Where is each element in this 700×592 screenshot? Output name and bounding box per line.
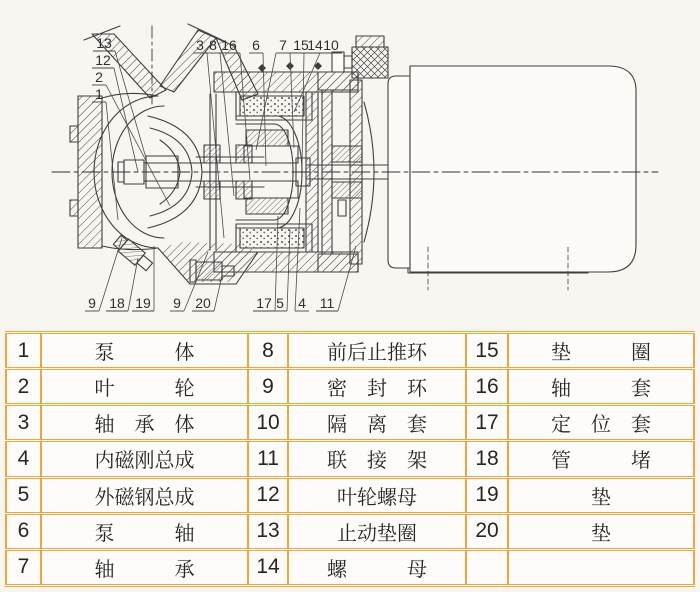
callout-label-13: 13 bbox=[96, 35, 112, 51]
callout-label-15: 15 bbox=[293, 37, 309, 53]
part-number-cell: 10 bbox=[248, 405, 288, 441]
callout-label-9: 9 bbox=[88, 295, 96, 311]
drain-plug bbox=[112, 234, 154, 273]
part-name-cell: 轴 承 bbox=[41, 549, 248, 585]
part-name-cell bbox=[508, 549, 694, 585]
part-number-cell bbox=[466, 549, 508, 585]
part-name-cell: 止动垫圈 bbox=[288, 513, 466, 549]
callout-label-7: 7 bbox=[279, 37, 287, 53]
part-name-cell: 螺 母 bbox=[288, 549, 466, 585]
callout-label-6: 6 bbox=[252, 37, 260, 53]
callout-label-12: 12 bbox=[95, 52, 111, 68]
part-number-cell: 7 bbox=[6, 549, 41, 585]
part-number-cell: 6 bbox=[6, 513, 41, 549]
table-row bbox=[6, 405, 694, 441]
part-number-cell: 11 bbox=[248, 441, 288, 477]
callout-leader-12 bbox=[114, 68, 138, 172]
part-name-cell: 定 位 套 bbox=[508, 405, 694, 441]
part-number-cell: 20 bbox=[466, 513, 508, 549]
part-name-cell: 垫 bbox=[508, 513, 694, 549]
part-name-cell: 内磁刚总成 bbox=[41, 441, 248, 477]
table-row bbox=[6, 369, 694, 405]
table-row bbox=[6, 549, 694, 585]
part-number-cell: 4 bbox=[6, 441, 41, 477]
part-number-cell: 16 bbox=[466, 369, 508, 405]
part-name-cell: 叶轮螺母 bbox=[288, 477, 466, 513]
part-number-cell: 3 bbox=[6, 405, 41, 441]
part-name-cell: 轴 套 bbox=[508, 369, 694, 405]
parts-table bbox=[5, 331, 695, 587]
callout-label-2: 2 bbox=[95, 69, 103, 85]
part-number-cell: 13 bbox=[248, 513, 288, 549]
table-row bbox=[6, 441, 694, 477]
part-name-cell: 泵 体 bbox=[41, 333, 248, 369]
callout-label-9: 9 bbox=[173, 295, 181, 311]
callout-label-20: 20 bbox=[195, 295, 211, 311]
part-name-cell: 密 封 环 bbox=[288, 369, 466, 405]
callout-leader-2 bbox=[106, 85, 170, 206]
part-name-cell: 外磁钢总成 bbox=[41, 477, 248, 513]
part-number-cell: 15 bbox=[466, 333, 508, 369]
motor bbox=[388, 66, 636, 290]
part-name-cell: 垫 bbox=[508, 477, 694, 513]
part-number-cell: 9 bbox=[248, 369, 288, 405]
table-row bbox=[6, 513, 694, 549]
part-name-cell: 前后止推环 bbox=[288, 333, 466, 369]
callout-label-5: 5 bbox=[276, 295, 284, 311]
table-row bbox=[6, 477, 694, 513]
part-name-cell: 管 堵 bbox=[508, 441, 694, 477]
part-number-cell: 2 bbox=[6, 369, 41, 405]
part-name-cell: 轴 承 体 bbox=[41, 405, 248, 441]
part-name-cell: 叶 轮 bbox=[41, 369, 248, 405]
part-number-cell: 14 bbox=[248, 549, 288, 585]
callout-label-16: 16 bbox=[221, 37, 237, 53]
callout-label-8: 8 bbox=[209, 37, 217, 53]
part-number-cell: 17 bbox=[466, 405, 508, 441]
part-number-cell: 8 bbox=[248, 333, 288, 369]
callout-label-3: 3 bbox=[196, 37, 204, 53]
callout-label-1: 1 bbox=[95, 86, 103, 102]
callout-label-14: 14 bbox=[307, 37, 323, 53]
part-number-cell: 19 bbox=[466, 477, 508, 513]
part-name-cell: 隔 离 套 bbox=[288, 405, 466, 441]
part-name-cell: 垫 圈 bbox=[508, 333, 694, 369]
table-row bbox=[6, 333, 694, 369]
part-name-cell: 联 接 架 bbox=[288, 441, 466, 477]
callout-label-18: 18 bbox=[109, 295, 125, 311]
part-number-cell: 18 bbox=[466, 441, 508, 477]
part-number-cell: 5 bbox=[6, 477, 41, 513]
callout-label-19: 19 bbox=[135, 295, 151, 311]
part-number-cell: 1 bbox=[6, 333, 41, 369]
part-name-cell: 泵 轴 bbox=[41, 513, 248, 549]
part-number-cell: 12 bbox=[248, 477, 288, 513]
callout-label-11: 11 bbox=[319, 295, 335, 311]
callout-label-4: 4 bbox=[298, 295, 306, 311]
callout-label-10: 10 bbox=[323, 37, 339, 53]
callout-label-17: 17 bbox=[256, 295, 272, 311]
